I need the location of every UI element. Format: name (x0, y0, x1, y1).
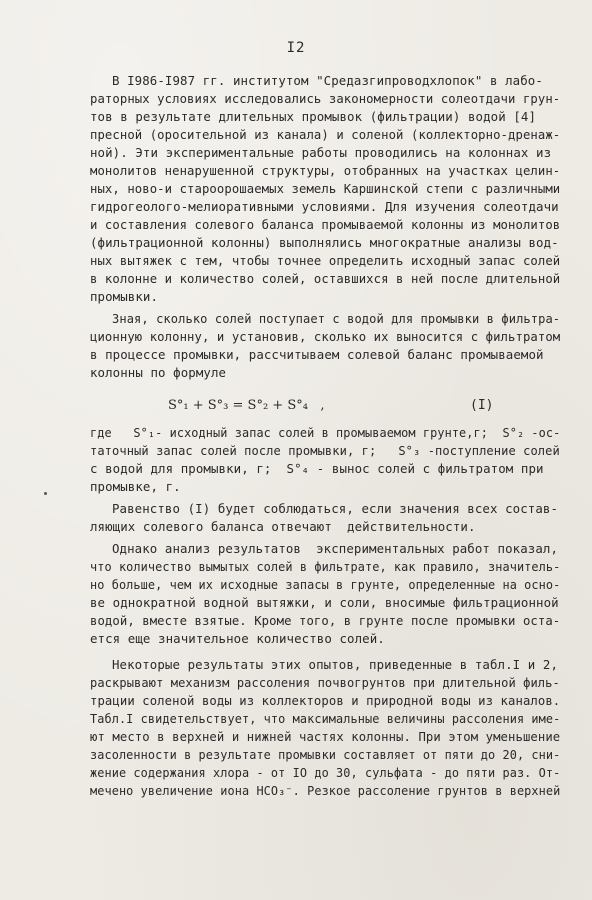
text-line: засоленности в результате промывки составляет от пяти до 20, сни- (90, 747, 561, 762)
text-line: жение содержания хлора - от IO до 30, сульфата - до пяти раз. От- (90, 765, 561, 780)
paper-speck (44, 492, 47, 495)
text-line: Некоторые результаты этих опытов, приведенные в табл.I и 2, (112, 657, 559, 672)
text-line: ных, ново-и староорошаемых земель Каршинской степи с различными (90, 181, 561, 196)
text-line: раторных условиях исследовались закономерности солеотдачи грун- (90, 91, 561, 106)
text-line: но больше, чем их исходные запасы в грунте, определенные на осно- (90, 577, 561, 592)
text-line: Табл.I свидетельствует, что максимальные величины рассоления име- (90, 711, 561, 726)
text-line: ной). Эти экспериментальные работы проводились на колоннах из (90, 145, 552, 160)
text-line: промывки. (90, 289, 159, 304)
text-line: в колонне и количество солей, оставшихся в ней после длительной (90, 271, 561, 286)
text-line: монолитов ненарушенной структуры, отобранных на участках целин- (90, 163, 561, 178)
text-line: ляющих солевого баланса отвечают действительности. (90, 519, 476, 534)
text-line: водой, вместе взятые. Кроме того, в грунте после промывки оста- (90, 613, 561, 628)
text-line: ных вытяжек с тем, чтобы точнее определить исходный запас солей (90, 253, 561, 268)
text-line: Равенство (I) будет соблюдаться, если значения всех состав- (112, 501, 559, 516)
text-line: Однако анализ результатов экспериментальных работ показал, (112, 541, 559, 556)
text-line: промывке, г. (90, 479, 181, 494)
text-line: гидрогеолого-мелиоративными условиями. Для изучения солеотдачи (90, 199, 559, 214)
text-line: пресной (оросительной из канала) и соленой (коллекторно-дренаж- (90, 127, 561, 142)
text-line: раскрывают механизм рассоления почвогрунтов при длительной филь- (90, 675, 560, 690)
text-line: (фильтрационной колонны) выполнялись многократные анализы вод- (90, 235, 559, 250)
text-line: мечено увеличение иона HCO₃⁻. Резкое рассоление грунтов в верхней (90, 783, 561, 798)
text-line: В I986-I987 гг. институтом "Средазгипроводхлопок" в лабо- (112, 73, 543, 88)
text-line: ве однократной водной вытяжки, и соли, вносимые фильтрационной (90, 595, 559, 610)
text-line: Зная, сколько солей поступает с водой для промывки в фильтра- (112, 311, 561, 326)
text-line: тов в результате длительных промывок (фильтрации) водой [4] (90, 109, 537, 124)
text-line: ционную колонну, и установив, сколько их выносится с фильтратом (90, 329, 561, 344)
text-line: с водой для промывки, г; S°₄ - вынос солей с фильтратом при (90, 461, 544, 476)
text-line: и составления солевого баланса промываемой колонны из монолитов (90, 217, 561, 232)
text-line: ется еще значительное количество солей. (90, 631, 385, 646)
text-line: колонны по формуле (90, 365, 227, 380)
text-line: ют место в верхней и нижней частях колонны. При этом уменьшение (90, 729, 561, 744)
page-number: I2 (286, 40, 306, 56)
text-line: таточный запас солей после промывки, г; S°₃ -поступление солей (90, 443, 560, 458)
formula-number: (I) (470, 398, 494, 413)
text-line: трации соленой воды из коллекторов и природной воды из каналов. (90, 693, 561, 708)
text-line: где S°₁- исходный запас солей в промываемом грунте,г; S°₂ -ос- (90, 425, 561, 440)
text-line: что количество вымытых солей в фильтрате, как правило, значитель- (90, 559, 561, 574)
balance-formula: S°₁ + S°₃ = S°₂ + S°₄ , (168, 398, 325, 413)
text-line: в процессе промывки, рассчитываем солевой баланс промываемой (90, 347, 544, 362)
